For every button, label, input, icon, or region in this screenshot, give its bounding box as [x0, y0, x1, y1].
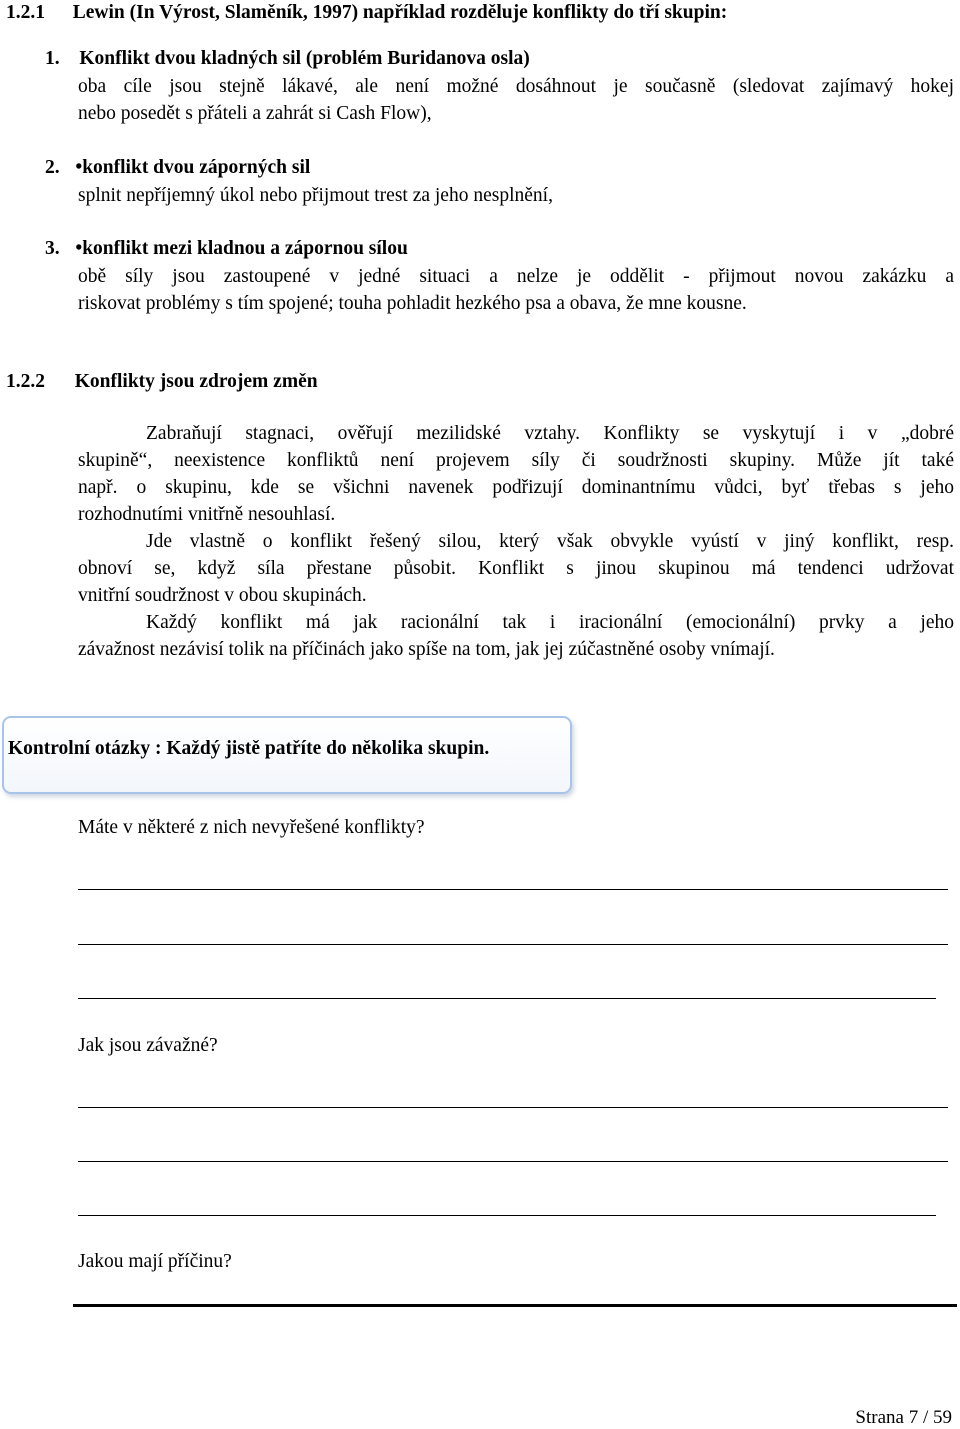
question-3: Jakou mají příčinu?: [78, 1251, 232, 1272]
list-item-title: •konflikt mezi kladnou a zápornou sílou: [75, 238, 408, 259]
answer-line[interactable]: [78, 889, 948, 890]
list-item-3-line-1: [78, 263, 954, 290]
paragraph-1-line-2: [78, 447, 954, 474]
list-number: 1.: [45, 48, 60, 69]
section-number: 1.2.2: [6, 371, 45, 392]
list-item-3-line-2: riskovat problémy s tím spojené; touha pohladit hezkého psa a obava, že mne kousne.: [78, 293, 747, 314]
list-number: 3.: [45, 238, 60, 259]
section-title: Lewin (In Výrost, Slaměník, 1997) například rozděluje konflikty do tří skupin:: [72, 2, 728, 23]
section-heading-1-2-1: [6, 0, 727, 26]
question-1: Máte v některé z nich nevyřešené konflikty?: [78, 817, 425, 838]
paragraph-3-line-2: závažnost nezávisí tolik na příčinách jako spíše na tom, jak jej zúčastněné osoby vnímají.: [78, 639, 775, 660]
section-title: Konflikty jsou zdrojem změn: [74, 371, 318, 392]
answer-line[interactable]: [78, 1161, 948, 1162]
list-item-1-line-1: [78, 73, 954, 100]
paragraph-1-line-4: rozhodnutími vnitřně nesouhlasí.: [78, 504, 336, 525]
paragraph-1-line-1: [146, 420, 954, 447]
review-questions-title: Kontrolní otázky : Každý jistě patříte do několika skupin.: [8, 738, 490, 759]
section-number: 1.2.1: [6, 2, 45, 23]
answer-line[interactable]: [78, 944, 948, 945]
answer-line[interactable]: [78, 998, 936, 999]
text-line: skupině“, neexistence konfliktů není projevem síly či soudržnosti skupiny. Může jít také: [78, 450, 954, 471]
text-line: oba cíle jsou stejně lákavé, ale není možné dosáhnout je současně (sledovat zajímavý hokej: [78, 76, 954, 97]
list-item-1-line-2: nebo posedět s přáteli a zahrát si Cash Flow),: [78, 103, 432, 124]
answer-line[interactable]: [78, 1215, 936, 1216]
question-2: Jak jsou závažné?: [78, 1035, 218, 1056]
footer-divider: [73, 1304, 957, 1307]
list-item-1-heading: [45, 46, 530, 72]
text-line: Jde vlastně o konflikt řešený silou, který však obvykle vyústí v jiný konflikt, resp.: [146, 531, 954, 552]
paragraph-1-line-3: [78, 474, 954, 501]
paragraph-2-line-3: vnitřní soudržnost v obou skupinách.: [78, 585, 367, 606]
list-number: 2.: [45, 157, 60, 178]
text-line: obě síly jsou zastoupené v jedné situaci a nelze je oddělit - přijmout novou zakázku a: [78, 266, 954, 287]
answer-line[interactable]: [78, 1107, 948, 1108]
page-number: Strana 7 / 59: [855, 1407, 952, 1428]
paragraph-3-line-1: [146, 609, 954, 636]
list-item-2-line-1: splnit nepříjemný úkol nebo přijmout trest za jeho nesplnění,: [78, 185, 553, 206]
list-item-title: Konflikt dvou kladných sil (problém Buridanova osla): [79, 48, 530, 69]
text-line: Každý konflikt má jak racionální tak i iracionální (emocionální) prvky a jeho: [146, 612, 954, 633]
text-line: např. o skupinu, kde se všichni navenek podřizují dominantnímu vůdci, byť třebas s jeho: [78, 477, 954, 498]
text-line: Zabraňují stagnaci, ověřují mezilidské vztahy. Konflikty se vyskytují i v „dobré: [146, 423, 954, 444]
text-line: obnoví se, když síla přestane působit. Konflikt s jinou skupinou má tendenci udržovat: [78, 558, 954, 579]
paragraph-2-line-1: [146, 528, 954, 555]
section-heading-1-2-2: [6, 369, 318, 395]
list-item-3-heading: [45, 236, 408, 262]
paragraph-2-line-2: [78, 555, 954, 582]
list-item-2-heading: [45, 155, 310, 181]
list-item-title: •konflikt dvou záporných sil: [75, 157, 311, 178]
